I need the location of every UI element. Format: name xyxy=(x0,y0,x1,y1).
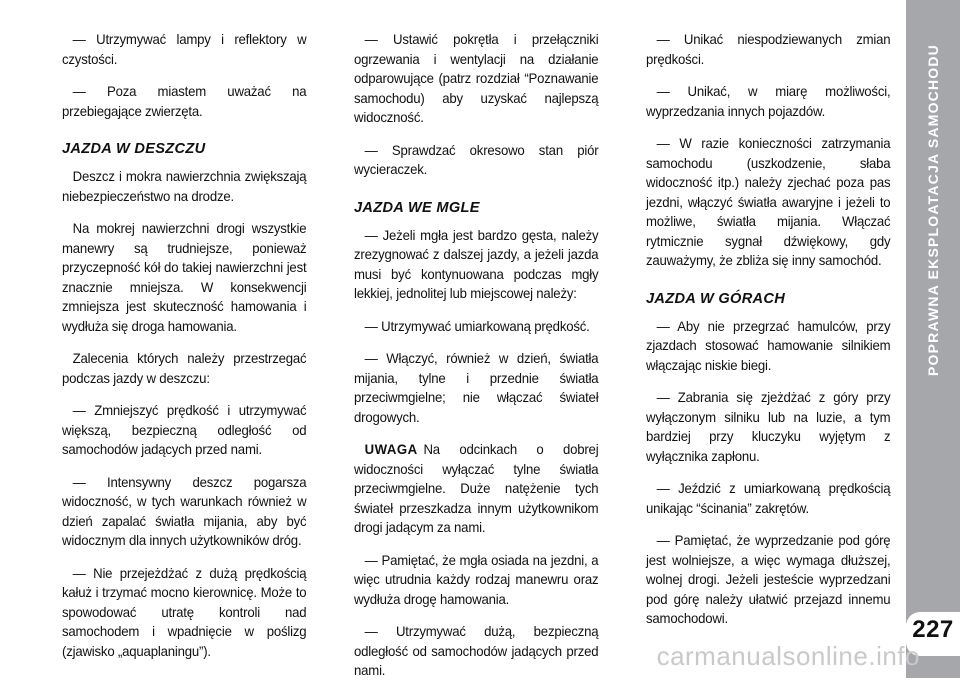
paragraph: — Jeździć z umiarkowaną prędkością unikając “ścinania” zakrętów. xyxy=(646,481,891,516)
paragraph: — Pamiętać, że wyprzedzanie pod górę jest wolniejsze, a więc wymaga dłuższej, wolnej drogi. Jeżeli jesteście wyprzedzani pod górę należy ułatwić przejazd innemu samochodowi. xyxy=(646,533,891,626)
paragraph: — Zabrania się zjeżdżać z góry przy wyłączonym silniku lub na luzie, a tym bardziej przy kluczyku wyjętym z wyłącznika zapłonu. xyxy=(646,390,891,464)
paragraph: — Pamiętać, że mgła osiada na jezdni, a więc utrudnia każdy rodzaj manewru oraz wydłuża drogę hamowania. xyxy=(354,552,599,607)
paragraph: — Włączyć, również w dzień, światła mijania, tylne i przednie światła przeciwmgielne; nie włączać świateł drogowych. xyxy=(354,351,599,425)
text-column-2 xyxy=(354,30,606,694)
paragraph: — Utrzymywać dużą, bezpieczną odległość od samochodów jadących przed nami. xyxy=(354,624,599,678)
paragraph: Zalecenia których należy przestrzegać podczas jazdy w deszczu: xyxy=(62,351,307,386)
page-number: 227 xyxy=(912,616,954,643)
watermark: carmanualsonline.info xyxy=(656,641,920,671)
paragraph: — Jeżeli mgła jest bardzo gęsta, należy zrezygnować z dalszej jazdy, a jeżeli jazda musi być kontynuowana podczas mgły lekkiej, jednolitej lub miejscowej należy: xyxy=(354,227,599,301)
paragraph: — Utrzymywać umiarkowaną prędkość. xyxy=(364,318,590,334)
paragraph: — Intensywny deszcz pogarsza widoczność, w tych warunkach również w dzień zapalać światła mijania, aby być widocznym dla innych użytkowników dróg. xyxy=(62,474,307,548)
note-paragraph xyxy=(354,440,598,538)
paragraph: — Aby nie przegrzać hamulców, przy zjazdach stosować hamowanie silnikiem włączając niskie biegi. xyxy=(646,318,891,373)
section-heading: JAZDA W GÓRACH xyxy=(646,290,786,307)
section-heading: JAZDA WE MGLE xyxy=(354,199,480,216)
paragraph: — Utrzymywać lampy i reflektory w czystości. xyxy=(62,32,307,67)
paragraph: — W razie konieczności zatrzymania samochodu (uszkodzenie, słaba widoczność itp.) należy zjechać poza pas jezdni, włączyć światła awaryjne i jeżeli to możliwe, światła mijania. Włączać rytmicznie sygnał dźwiękowy, gdy zauważymy, że zbliża się inny samochód. xyxy=(646,136,891,268)
paragraph: — Poza miastem uważać na przebiegające zwierzęta. xyxy=(62,84,307,119)
section-title: POPRAWNA EKSPLOATACJA SAMOCHODU xyxy=(925,44,941,376)
section-sidebar xyxy=(906,0,960,678)
paragraph: Na mokrej nawierzchni drogi wszystkie manewry są trudniejsze, ponieważ przyczepność kół do takiej nawierzchni jest znacznie mniejsza. W konsekwencji zmniejsza jest skuteczność hamowania i wydłuża się droga hamowania. xyxy=(62,221,307,334)
note-text: Na odcinkach o dobrej widoczności wyłączać tylne światła przeciwmgielne. Duże natężenie tych świateł przeszkadza innym użytkownikom drogi jadącym za nami. xyxy=(354,442,599,535)
paragraph: — Zmniejszyć prędkość i utrzymywać większą, bezpieczną odległość od samochodów jadących przed nami. xyxy=(62,403,307,457)
paragraph: — Nie przejeżdżać z dużą prędkością kałuż i trzymać mocno kierownicę. Może to spowodować utratę kontroli nad samochodem i wpadnięcie w poślizg (zjawisko „aquaplaningu”). xyxy=(62,565,307,659)
note-label: UWAGA xyxy=(364,442,418,457)
text-column-3 xyxy=(646,30,898,642)
text-column-1 xyxy=(62,30,314,674)
paragraph: — Unikać niespodziewanych zmian prędkości. xyxy=(646,32,891,67)
paragraph: Deszcz i mokra nawierzchnia zwiększają niebezpieczeństwo na drodze. xyxy=(62,169,307,204)
paragraph: — Ustawić pokrętła i przełączniki ogrzewania i wentylacji na działanie odparowujące (patrz rozdział “Poznawanie samochodu) aby uzyskać najlepszą widoczność. xyxy=(354,32,599,125)
paragraph: — Unikać, w miarę możliwości, wyprzedzania innych pojazdów. xyxy=(646,84,891,119)
section-heading: JAZDA W DESZCZU xyxy=(62,141,206,157)
paragraph: — Sprawdzać okresowo stan piór wycieraczek. xyxy=(354,142,599,177)
